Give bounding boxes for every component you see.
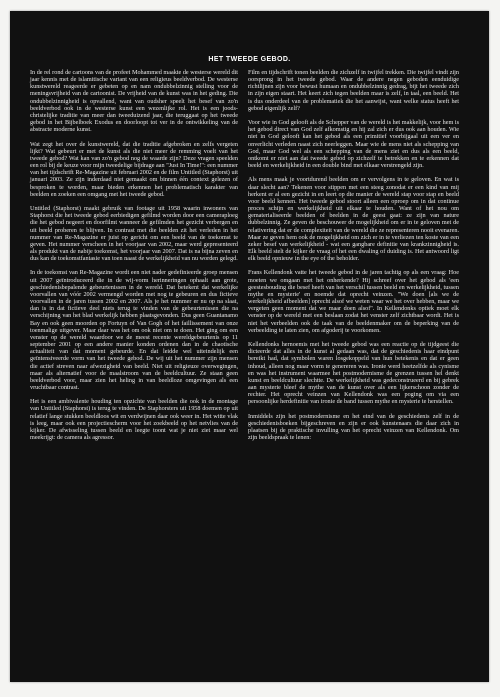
paragraph: Frans Kellendonk vatte het tweede gebod in de jaren tachtig op als een vraag: Hoe moeten we omgaan met het onherkende? Hij schreef over het gebod als 'een geestesbouding die besef heeft van het verschil tussen beeld en werkelijkheid, tussen mythe en mysterie' en noemde dat oprecht veinzen. "We doen [als we de werkelijkheid afbeelden] oprecht alsof we weten waar we het over hebben, maar we vergeten geen moment dat we maar doen alsof". In Kellendonks optiek moet elk venster op de wereld met een beslaan zodat het venster zelf zichtbaar wordt. Het is niet het verbeelden ook de taak van de beeldenmaker om de beperking van de verbeelding te laten zien, om afgoderij te voorkomen. — [248, 269, 459, 334]
paragraph: Het is een ambivalente houding ten opzichte van beelden die ook in de montage van Untitled (Staphorst) is terug te vinden. De Staphorsters uit 1958 doemen op uit relatief lange stukken beeldloos wit en verdwijnen daar ook weer in. Het witte vlak is leeg, maar ook een projectiescherm voor het zoekbeeld op het netvlies van de kijker. De afwisseling tussen beeld en leegte toont wat je niet ziet maar wel meekrijgt: de camera als agressor. — [30, 398, 238, 442]
page-title: HET TWEEDE GEBOD. — [208, 56, 291, 63]
paragraph: Wat zegt het over de kunstwereld, dat die traditie afgebroken en zelfs vergeten lijkt? Wat gebeurt er met de kunst als die niet meer de remming voelt van het tweede gebod? Wat kan van zo'n gebod nog de waarde zijn? Deze vragen speelden een rol bij de keuze voor mijn tweedelige bijdrage aan "Just In Time!": een nummer van het tijdschrift Re-Magazine uit februari 2002 en de film Untitled (Staphorst) uit januari 2003. Ze zijn inderdaad niet gemaakt om binnen één context gelezen of besproken te worden, maar bieden erkennen het problematisch karakter van beelden en zoeken een omgang met het tweede gebod. — [30, 140, 238, 198]
paragraph: Kellendonks hernoemis met het tweede gebod was een reactie op de tijdgeest die dicteerde dat alles in de kunst al gedaan was, dat de geschiedenis haar eindpunt bereikt had, dat symbolen waren losgekoppeld van hun betekenis en dat er geen inhoud, alleen nog maar vorm te genereren was. Ironie werd heetzelfde als cynisme en was het instrument waarmee het postmodernisme de grenzen tussen hel denkt kunst en beeldcultuur slechtte. De werkelijkheid was gedeconstrueerd en bij gebrek aan mysterie bleef de mythe van de kunst over als een lijkerschoon zonder de rechter. Het oprecht veinzen van Kellendonk was een poging om via een persoonlijke herdefinitie van ironie de band tussen mythe en mysterie te herstellen. — [248, 341, 459, 406]
paragraph: In de rel rond de cartoons van de profeet Mohammed maakte de westerse wereld dit jaar kennis met de islamitische variant van een religieus beeldverbod. De westerse kunstwereld reageerde er gebeten op en nam ondubbelzinnig stelling voor de meningsvrijheid van de cartoonist. De vrijheid van de kunst was in het geding. Die ondubbelzinnigheid is opvallend, want van oudsher speelt het besef van zo'n beeldverbod ook in de westerse kunst een wezenlijke rol. Het is een joods-christelijke traditie van meer dan tweeduizend jaar, die teruggaat op het tweede gebod in het Bijbelboek Exodus en doorloopt tot ver in de ontwikkeling van de abstracte moderne kunst. — [30, 69, 238, 134]
paragraph: Film en tijdschrift tonen beelden die zichzelf in twijfel trekken. Die twijfel vindt zijn oorsprong in het tweede gebod. Waar de andere negen geboden eenduidige richtlijnen zijn voor bewust humaan en ondubbelzinnig gedrag, bijt het tweede zich in zijn eigen staart. Het keert zich tegen beelden maar is zelf, in taal, een beeld. Het is dus onderdeel van de problematiek die het aanwijst, want welke status heeft het gebod eigenlijk zelf? — [248, 69, 459, 112]
paragraph: Inmiddels zijn het postmodernisme en het eind van de geschiedenis zelf in de geschiedenisboeken bijgeschreven en zijn er ook kunstenaars die daar zich in plaatsen bij de praktische invulling van het oprecht veinzen van Kellendonk. Om zijn beeldspraak te lenen: — [248, 412, 459, 442]
paragraph: In de toekomst van Re-Magazine wordt een niet nader gedefinieerde groep mensen uit 2007 geïntroduceerd die in de wij-vorm herinneringen ophaalt aan grote, geschiedenisbepalende gebeurtenissen in de wereld. Dat betekent dat werkelijke voorvallen van vóór 2002 vermengd worden met nog te gebeuren en dus fictieve voorvallen in de jaren tussen 2002 en 2007. Als je het nummer er nu op na slaat, dan is in dat fictieve deel niets terug te vinden van de gebeurtenissen die na verschijning van het blad werkelijk hebben plaatsgevonden. Dus geen Guantanamo Bay en ook geen moorden op Fortuyn of Van Gogh of het faillissement van onze toenmalige uitgever. Maar daar was het om ook niet om te doen. Het ging om een venster op de wereld waardoor we de meest recente wereldgebeurtenis op 11 september 2001 op een andere manier konden ordenen dan in de chaotische actualiteit van dat moment gebeurde. En dat leidde wel uiteindelijk een geïntensiveerde vorm van het tweede gebod. De wij uit het nummer zijn mensen die actief streven naar afwezigheid van beeld. Niet uit religieuze overwegingen, maar als alternatief voor de maalstroom van de beeldcultuur. Ze staan geen beeldverbod voor, maar zien het heling in van beeldloze omgevingen als een vruchtbaar contrast. — [30, 269, 238, 391]
text-panel — [10, 11, 489, 682]
left-column — [30, 69, 238, 448]
right-column — [248, 69, 459, 448]
paragraph: Untitled (Staphorst) maakt gebruik van footage uit 1958 waarin inwoners van Staphorst die het tweede gebod eerbiedigen gefilmd worden door een cameraploeg die het gebod negeert en doorfilmt wanneer de gefilmden het gezicht verbergen en uit beeld proberen te blijven. In contrast met die beelden zit het verleden in het nummer van Re-Magazine er juist op gericht om een beeld van de toekomst te geven. Het nummer verscheen in het voorjaar van 2002, maar werd gepresenteerd als produkt van de nabije toekomst, het voorjaar van 2007. Dat is na bijna zeven en dus kan de toekomstfantasie van toen naast de werkelijkheid van nu worden gelegd. — [30, 205, 238, 263]
paragraph: Voor wie in God gelooft als de Schepper van de wereld is het makkelijk, voor hem is het gebod direct van God zelf afkomstig en hij zal zich er dus ook aan houden. Wie niet in God gelooft kan het gebod als een primitief voorbijgaal uit een ver en onverlicht verleden naast zich neerleggen. Maar wie de mens niet als schepping van God, maar God wel als een schepping van de mens ziet en dus als een beeld, ontkomt er niet aan dat tweede gebod op zichzelf te betrekken en te erkennen dat beeld en werkelijkheid in een double bind met elkaar verstrengeld zijn. — [248, 119, 459, 170]
paragraph: Als mens maak je voortdurend beelden om er vervolgens in te geloven. En wat is daar slecht aan? Tekenen voor stippen met een steeg zonodat er een kind van mij herkent er al een gezicht in en leert op die manier de wereld stap voor stap en beeld voor beeld kennen. Het tweede gebod stoort alleen een oproep om in dat continue proces schijn en werkelijkheid uit elkaar te houden. Want of het nou om gematerialiseerde beelden of beelden in de geest gaat: ze zijn van nature dubbelzinnig. Ze geven de beschouwer de mogelijkheid om er in te geloven met de relativering dat er de complexiteit van de wereld die ze representeren nooit evenaren. Maar ze geven hem ook de mogelijkheid om zich er in te verliezen ten koste van een zeker besef van werkelijkheid - wat een gangbare definitie van krankzinnigheid is. Elk beeld stelt de kijker de vraag of het een dwaling of duiding is. Het antwoord ligt elk beeld opnieuw in the eye of the beholder. — [248, 176, 459, 263]
